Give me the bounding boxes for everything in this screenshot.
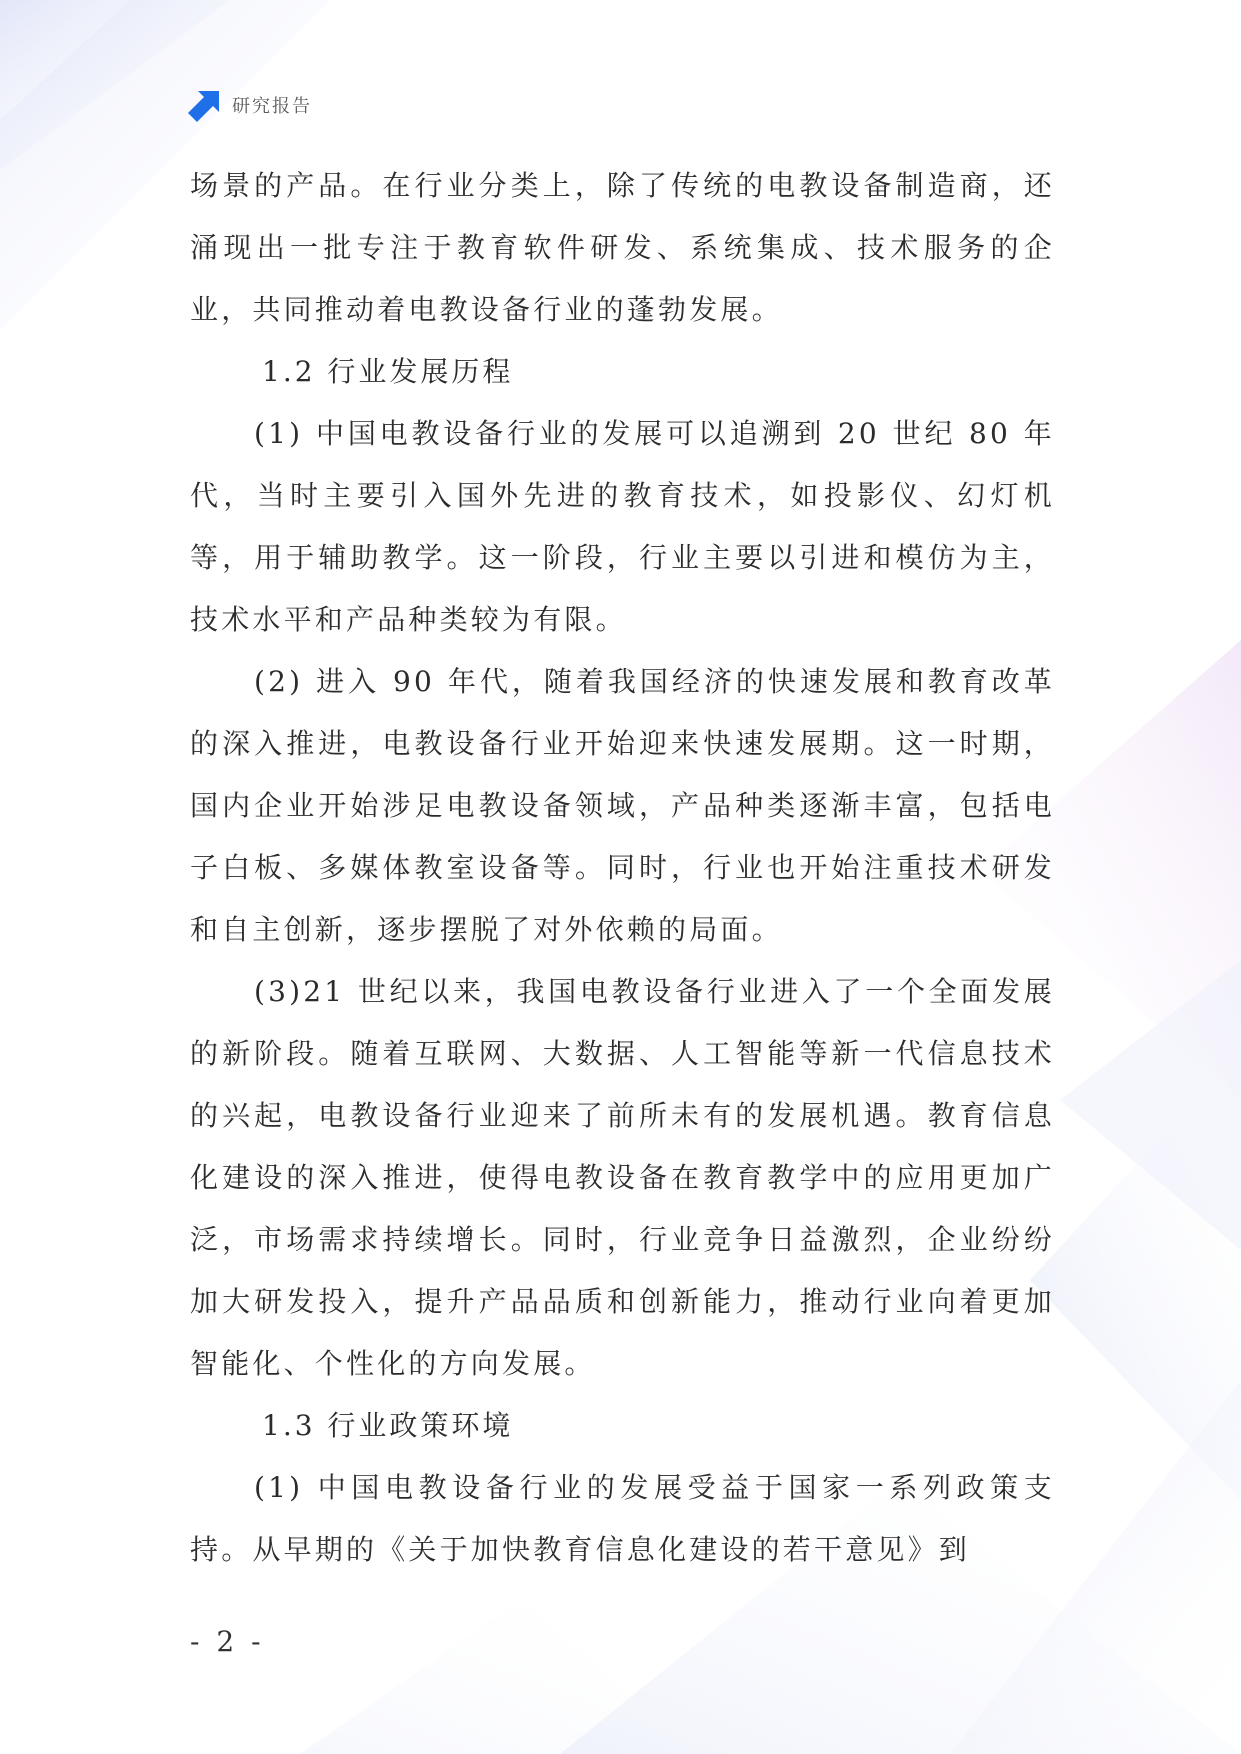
paragraph: (3)21 世纪以来，我国电教设备行业进入了一个全面发展的新阶段。随着互联网、大数据、人工智能等新一代信息技术的兴起，电教设备行业迎来了前所未有的发展机遇。教育信息化建设的深入推进，使得电教设备在教育教学中的应用更加广泛，市场需求持续增长。同时，行业竞争日益激烈，企业纷纷加大研发投入，提升产品品质和创新能力，推动行业向着更加智能化、个性化的方向发展。 — [190, 975, 1055, 1380]
paragraph: 场景的产品。在行业分类上，除了传统的电教设备制造商，还涌现出一批专注于教育软件研发、系统集成、技术服务的企业，共同推动着电教设备行业的蓬勃发展。 — [190, 169, 1055, 326]
document-body — [190, 155, 1055, 1581]
paragraph: (1) 中国电教设备行业的发展受益于国家一系列政策支持。从早期的《关于加快教育信息化建设的若干意见》到 — [190, 1471, 1055, 1566]
page-number: - 2 - — [190, 1625, 265, 1658]
header-label: 研究报告 — [232, 96, 312, 117]
section-heading: 1.2 行业发展历程 — [262, 355, 514, 388]
report-header — [188, 88, 312, 122]
section-heading: 1.3 行业政策环境 — [262, 1409, 514, 1442]
arrow-up-right-icon — [188, 88, 222, 122]
paragraph: (1) 中国电教设备行业的发展可以追溯到 20 世纪 80 年代，当时主要引入国外先进的教育技术，如投影仪、幻灯机等，用于辅助教学。这一阶段，行业主要以引进和模仿为主，技术水平和产品种类较为有限。 — [190, 417, 1055, 636]
paragraph: (2) 进入 90 年代，随着我国经济的快速发展和教育改革的深入推进，电教设备行业开始迎来快速发展期。这一时期，国内企业开始涉足电教设备领域，产品种类逐渐丰富，包括电子白板、多媒体教室设备等。同时，行业也开始注重技术研发和自主创新，逐步摆脱了对外依赖的局面。 — [190, 665, 1055, 946]
